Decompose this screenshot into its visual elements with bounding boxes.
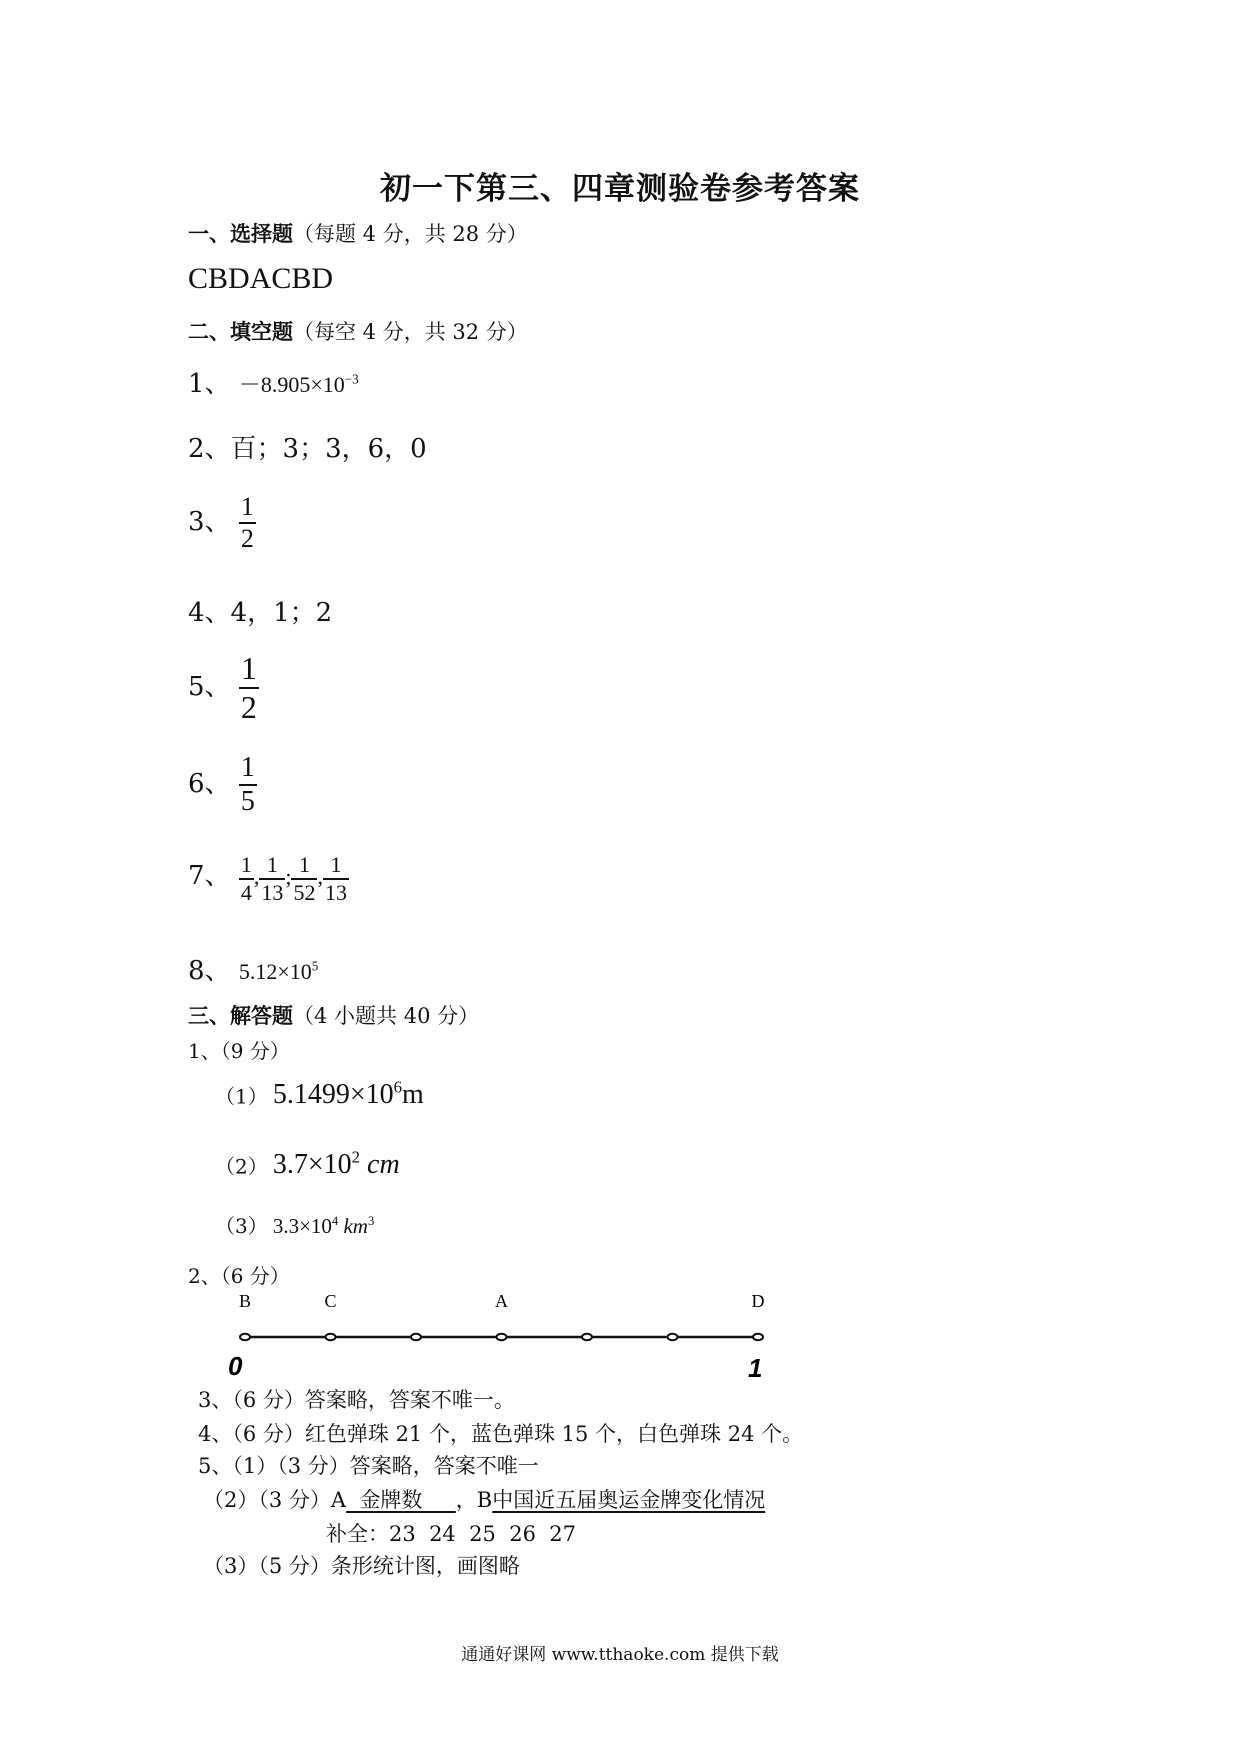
p1a-base: 5.1499×10 <box>272 1079 394 1111</box>
problem3-answer: 3、（6 分）答案略，答案不唯一。 <box>198 1388 515 1412</box>
section3-title: 三、解答题 <box>188 1003 293 1028</box>
q1-num: 1、 <box>188 369 231 399</box>
section2-note: （每空 4 分，共 32 分） <box>293 320 528 344</box>
problem1-label: 1、（9 分） <box>188 1039 290 1063</box>
q7-fraction-3: $\frac{1}{52}$ <box>293 852 316 905</box>
q7-num: 7、 <box>188 861 231 892</box>
problem1-c <box>215 1210 374 1239</box>
q1-base: －8.905×10 <box>238 372 345 397</box>
section2-title: 二、填空题 <box>188 319 293 344</box>
q7-sep-3: , <box>317 864 323 890</box>
q7-fraction-2: $\frac{1}{13}$ <box>261 852 284 905</box>
page-title: 初一下第三、四章测验卷参考答案 <box>380 171 860 207</box>
p1c-unit: km <box>343 1214 368 1238</box>
number-line-label: C <box>324 1291 337 1311</box>
q6-num: 6、 <box>188 769 231 799</box>
number-line <box>220 1285 800 1380</box>
section1-note: （每题 4 分，共 28 分） <box>293 222 528 246</box>
section2-heading <box>188 316 528 346</box>
section1-answers: CBDACBD <box>188 262 334 295</box>
footer-credit: 通通好课网 www.tthaoke.com 提供下载 <box>461 1645 779 1665</box>
p1c-unit-exp: 3 <box>367 1214 375 1228</box>
number-line-point <box>753 1334 763 1340</box>
fill-q8 <box>188 950 318 987</box>
p5-line2-mid: ，B <box>455 1488 493 1512</box>
problem5-line4: （3）（5 分）条形统计图，画图略 <box>203 1554 520 1578</box>
p1b-num: （2） <box>215 1154 268 1179</box>
q3-fraction: $\frac{1}{2}$ <box>240 492 254 553</box>
section3-note: （4 小题共 40 分） <box>293 1004 480 1028</box>
q2-text: 百；3；3，6，0 <box>230 434 427 464</box>
p1b-base: 3.7×10 <box>272 1149 352 1181</box>
fill-q7 <box>188 852 349 906</box>
number-line-point <box>240 1334 250 1340</box>
q6-fraction: $\frac{1}{5}$ <box>240 752 255 817</box>
q7-sep-2: ; <box>285 864 292 890</box>
q8-num: 8、 <box>188 956 231 986</box>
fill-q5 <box>188 650 259 726</box>
p1b-exp: 2 <box>351 1148 361 1167</box>
number-line-point <box>497 1334 507 1340</box>
q3-num: 3、 <box>188 507 231 537</box>
fill-q6 <box>188 752 257 818</box>
q7-sep-1: , <box>253 864 260 890</box>
fill-q1 <box>188 363 359 400</box>
q7-fraction-4: $\frac{1}{13}$ <box>324 852 347 905</box>
p1c-num: （3） <box>215 1214 268 1238</box>
q5-num: 5、 <box>188 672 231 702</box>
number-line-label: B <box>238 1291 252 1311</box>
fill-q3 <box>188 492 256 554</box>
p1c-exp: 4 <box>331 1214 339 1228</box>
section1-title: 一、选择题 <box>188 221 293 246</box>
p1a-exp: 6 <box>393 1078 403 1097</box>
number-line-start: 0 <box>228 1351 243 1380</box>
problem4-answer: 4、（6 分）红色弹珠 21 个，蓝色弹珠 15 个，白色弹珠 24 个。 <box>198 1422 804 1446</box>
problem5-line2 <box>203 1484 765 1514</box>
number-line-point <box>582 1334 592 1340</box>
number-line-point <box>668 1334 678 1340</box>
q1-exp: −3 <box>344 371 359 387</box>
number-line-end: 1 <box>748 1353 763 1380</box>
p5-answer-b: 中国近五届奥运金牌变化情况 <box>492 1488 766 1512</box>
number-line-label: A <box>495 1291 508 1311</box>
p1c-base: 3.3×10 <box>272 1214 332 1238</box>
fill-q2 <box>188 428 427 465</box>
p1a-unit: m <box>402 1079 424 1111</box>
number-line-point <box>411 1334 421 1340</box>
q7-fraction-1: $\frac{1}{4}$ <box>240 852 252 905</box>
section1-heading <box>188 218 528 248</box>
fill-q4 <box>188 592 332 629</box>
q4-text: 4，1；2 <box>230 598 333 628</box>
p5-answer-a: 金牌数 <box>346 1488 456 1512</box>
problem5-line3: 补全：23 24 25 26 27 <box>326 1522 577 1546</box>
p1a-num: （1） <box>215 1084 268 1109</box>
q5-fraction: $\frac{1}{2}$ <box>240 650 257 725</box>
p1b-unit: cm <box>367 1149 400 1181</box>
number-line-point <box>326 1334 336 1340</box>
problem5-line1: 5、（1）（3 分）答案略，答案不唯一 <box>198 1454 539 1478</box>
q4-num: 4、 <box>188 598 231 628</box>
section3-heading <box>188 1000 479 1030</box>
problem1-b <box>215 1148 400 1181</box>
q2-num: 2、 <box>188 434 231 464</box>
q8-exp: 5 <box>311 958 319 974</box>
q8-base: 5.12×10 <box>238 959 312 984</box>
problem1-a <box>215 1078 424 1111</box>
number-line-label: D <box>751 1291 765 1311</box>
problem2-label: 2、（6 分） <box>188 1264 290 1288</box>
p5-line2-prefix: （2）（3 分）A <box>203 1488 347 1512</box>
